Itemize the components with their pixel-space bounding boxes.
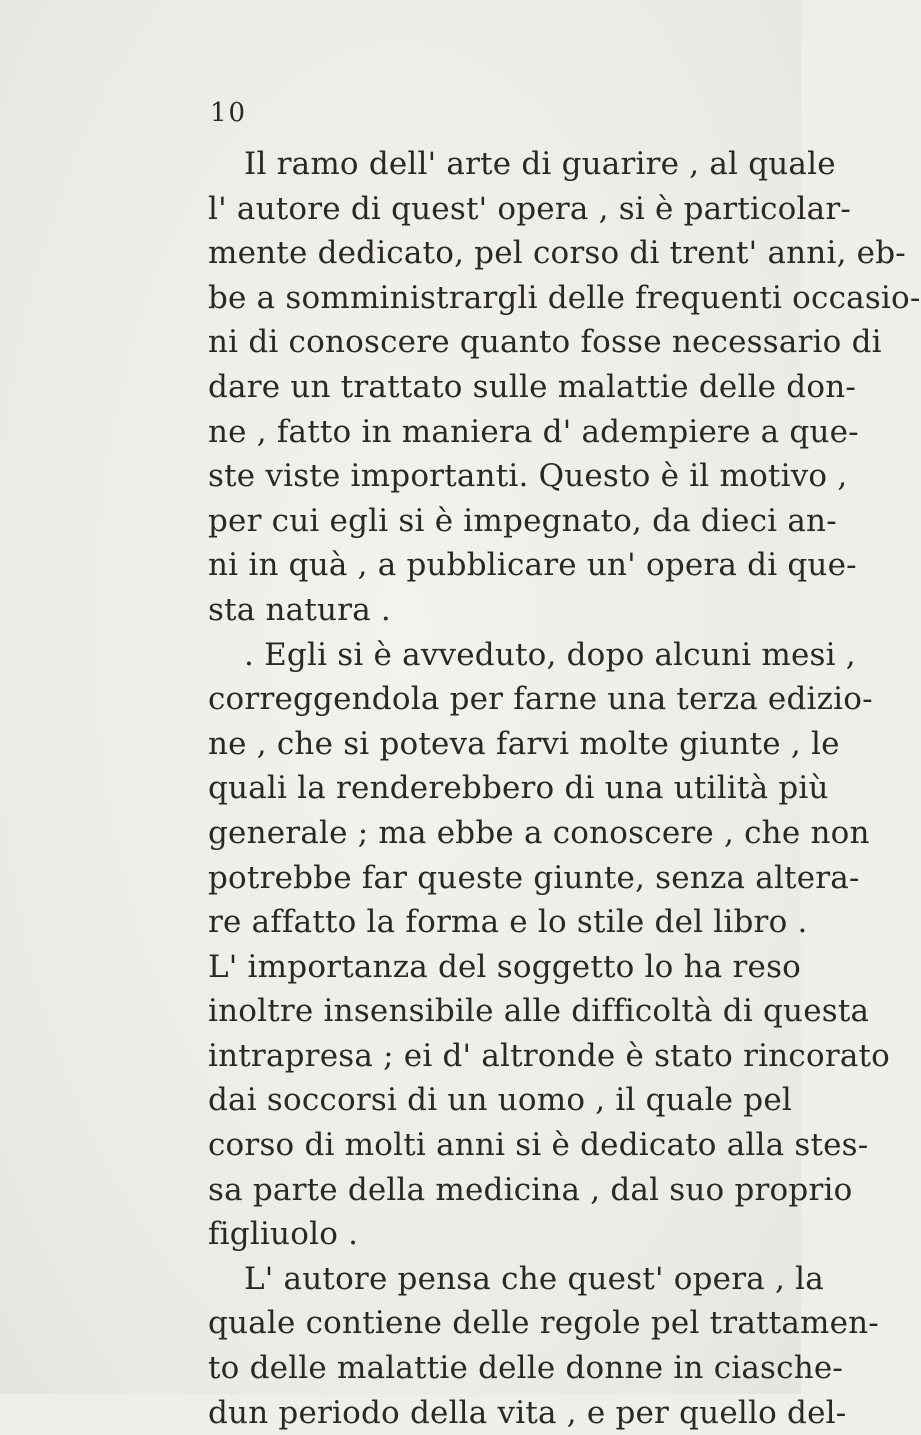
page-number: 10 (210, 98, 248, 128)
text-line: . Egli si è avveduto, dopo alcuni mesi , (244, 636, 856, 673)
text-line: generale ; ma ebbe a conoscere , che non (208, 814, 870, 851)
text-line: mente dedicato, pel corso di trent' anni, eb- (208, 235, 906, 272)
text-line: dare un trattato sulle malattie delle don- (208, 368, 857, 405)
text-line: quali la renderebbero di una utilità più (208, 770, 829, 807)
text-line: figliuolo . (208, 1216, 359, 1253)
text-line: dun periodo della vita , e per quello del- (208, 1394, 847, 1431)
text-line: ste viste importanti. Questo è il motivo , (208, 458, 848, 495)
text-line: ni di conoscere quanto fosse necessario di (208, 324, 882, 361)
text-line: potrebbe far queste giunte, senza altera- (208, 859, 860, 896)
text-line: ne , fatto in maniera d' adempiere a que- (208, 413, 859, 450)
text-line: sa parte della medicina , dal suo proprio (208, 1171, 853, 1208)
paragraph-3 (208, 1257, 879, 1435)
text-line: correggendola per farne una terza edizio- (208, 681, 873, 718)
text-line: L' autore pensa che quest' opera , la (244, 1260, 824, 1297)
paragraph-2 (208, 633, 891, 1257)
body-text (208, 142, 921, 1435)
text-line: inoltre insensibile alle difficoltà di questa (208, 993, 870, 1030)
text-line: per cui egli si è impegnato, da dieci an- (208, 502, 837, 539)
text-line: re affatto la forma e lo stile del libro . (208, 904, 808, 941)
text-line: to delle malattie delle donne in ciasche- (208, 1350, 844, 1387)
text-line: corso di molti anni si è dedicato alla stes- (208, 1127, 869, 1164)
text-line: ni in quà , a pubblicare un' opera di que- (208, 547, 857, 584)
text-line: dai soccorsi di un uomo , il quale pel (208, 1082, 792, 1119)
text-line: l' autore di quest' opera , si è particolar- (208, 190, 852, 227)
paragraph-1 (208, 142, 921, 633)
text-line: Il ramo dell' arte di guarire , al quale (244, 146, 836, 182)
text-line: sta natura . (208, 591, 391, 628)
text-line: be a somministrargli delle frequenti occasio- (208, 279, 921, 316)
text-line: quale contiene delle regole pel trattamen- (208, 1305, 879, 1342)
text-line: ne , che si poteva farvi molte giunte , le (208, 725, 840, 762)
text-line: L' importanza del soggetto lo ha reso (208, 948, 802, 985)
text-line: intrapresa ; ei d' altronde è stato rincorato (208, 1037, 891, 1074)
